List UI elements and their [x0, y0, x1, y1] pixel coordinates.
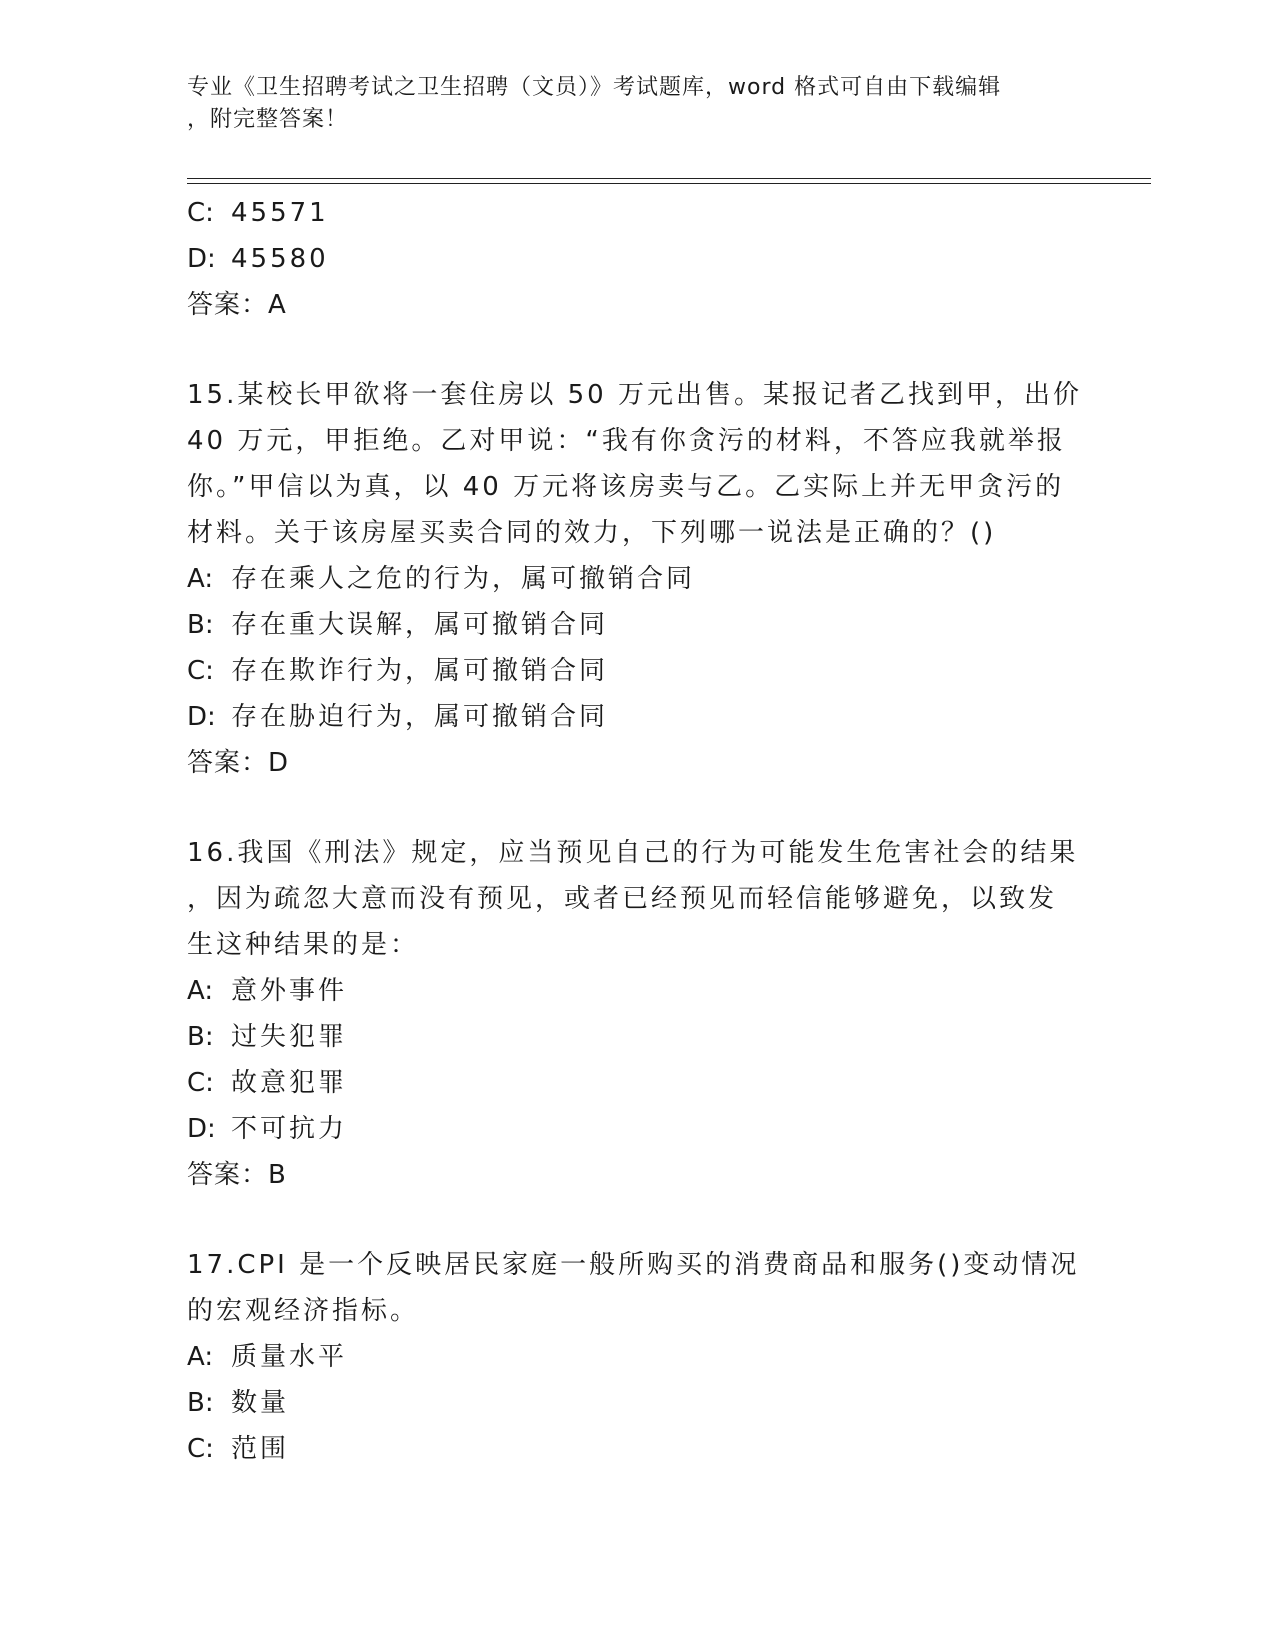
header-divider-top [187, 178, 1151, 179]
option-d [187, 236, 1087, 282]
option-c [187, 1060, 1087, 1106]
document-header [187, 72, 1067, 136]
option-a [187, 1334, 1087, 1380]
answer-line: 答案：A [187, 290, 287, 320]
header-line-2: ，附完整答案！ [187, 107, 349, 132]
answer-line: 答案：D [187, 748, 290, 778]
option-text: 45580 [231, 244, 329, 274]
option-a [187, 968, 1087, 1014]
option-d [187, 1106, 1087, 1152]
option-text: 不可抗力 [231, 1114, 348, 1144]
question-stem-line: 生这种结果的是： [187, 930, 420, 960]
question-stem-line: ，因为疏忽大意而没有预见，或者已经预见而轻信能够避免，以致发 [187, 884, 1058, 914]
question-stem-line: 17.CPI 是一个反映居民家庭一般所购买的消费商品和服务()变动情况 [187, 1250, 1080, 1280]
question-stem-line: 材料。关于该房屋买卖合同的效力，下列哪一说法是正确的？() [187, 518, 997, 548]
header-line-1: 专业《卫生招聘考试之卫生招聘（文员）》考试题库，word 格式可自由下载编辑 [187, 75, 1002, 100]
option-label: C: [187, 1434, 214, 1464]
answer-line: 答案：B [187, 1160, 287, 1190]
option-text: 存在乘人之危的行为，属可撤销合同 [231, 564, 696, 594]
option-label: D: [187, 244, 216, 274]
question-stem-line: 40 万元，甲拒绝。乙对甲说：“我有你贪污的材料，不答应我就举报 [187, 426, 1066, 456]
option-b [187, 1380, 1087, 1426]
option-label: A: [187, 564, 214, 594]
option-label: B: [187, 1388, 214, 1418]
option-text: 意外事件 [231, 976, 348, 1006]
option-label: A: [187, 1342, 214, 1372]
option-label: D: [187, 702, 216, 732]
question-stem-line: 的宏观经济指标。 [187, 1296, 420, 1326]
option-text: 过失犯罪 [231, 1022, 348, 1052]
option-label: D: [187, 1114, 216, 1144]
option-text: 45571 [231, 198, 329, 228]
option-label: B: [187, 610, 214, 640]
question-stem-line: 16.我国《刑法》规定，应当预见自己的行为可能发生危害社会的结果 [187, 838, 1079, 868]
option-label: C: [187, 198, 214, 228]
option-a [187, 556, 1087, 602]
option-label: C: [187, 656, 214, 686]
option-b [187, 1014, 1087, 1060]
option-b [187, 602, 1087, 648]
option-label: A: [187, 976, 214, 1006]
option-text: 数量 [231, 1388, 290, 1418]
option-d [187, 694, 1087, 740]
prev-question [187, 190, 1087, 328]
option-text: 存在重大误解，属可撤销合同 [231, 610, 609, 640]
option-text: 故意犯罪 [231, 1068, 348, 1098]
option-c [187, 1426, 1087, 1472]
option-text: 存在胁迫行为，属可撤销合同 [231, 702, 609, 732]
option-text: 质量水平 [231, 1342, 348, 1372]
option-label: C: [187, 1068, 214, 1098]
option-label: B: [187, 1022, 214, 1052]
question-stem-line: 15.某校长甲欲将一套住房以 50 万元出售。某报记者乙找到甲，出价 [187, 380, 1082, 410]
option-text: 范围 [231, 1434, 290, 1464]
option-c [187, 648, 1087, 694]
option-text: 存在欺诈行为，属可撤销合同 [231, 656, 609, 686]
question-stem-line: 你。”甲信以为真，以 40 万元将该房卖与乙。乙实际上并无甲贪污的 [187, 472, 1065, 502]
option-c [187, 190, 1087, 236]
question-15 [187, 372, 1087, 786]
question-17 [187, 1242, 1087, 1472]
header-divider-bottom [187, 183, 1151, 184]
question-list [187, 190, 1087, 1472]
question-16 [187, 830, 1087, 1198]
